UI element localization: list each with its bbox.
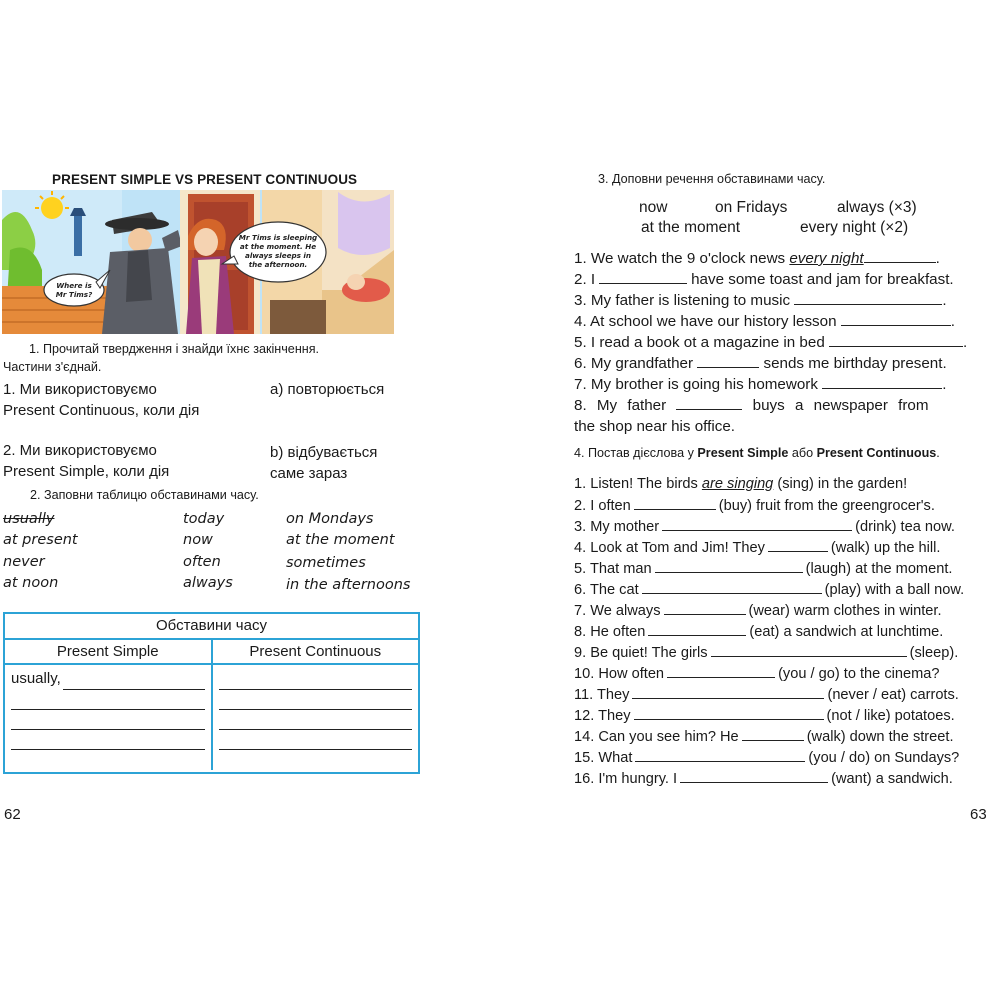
sentence-text: 5. I read a book ot a magazine in bed bbox=[574, 334, 825, 351]
sentence-answer: every night bbox=[789, 250, 864, 267]
ex4-sentence bbox=[574, 516, 994, 537]
sentence-text: 6. My grandfather bbox=[574, 355, 694, 372]
ex4-sentence bbox=[574, 600, 994, 621]
page-number-left: 62 bbox=[4, 806, 21, 823]
sentence-text: (want) a sandwich. bbox=[831, 771, 953, 787]
bank-always: always (×3) bbox=[837, 199, 917, 216]
ex3-instruction: 3. Доповни речення обставинами часу. bbox=[598, 172, 826, 186]
ex3-sentence-7: 7. My brother is going his homework . bbox=[574, 376, 947, 393]
sentence-text: (laugh) at the moment. bbox=[805, 561, 953, 577]
illustration-detective-at-door bbox=[2, 190, 394, 334]
table-line[interactable] bbox=[11, 690, 205, 710]
sentence-text: 1. Listen! The birds bbox=[574, 476, 702, 492]
ex1-instruction bbox=[3, 340, 319, 376]
answer-blank[interactable] bbox=[680, 768, 828, 783]
bank-every-night: every night (×2) bbox=[800, 219, 909, 236]
answer-blank[interactable] bbox=[697, 353, 759, 368]
ex3-sentence-1: 1. We watch the 9 o'clock news every night . bbox=[574, 250, 940, 267]
sentence-text: 4. Look at Tom and Jim! They bbox=[574, 540, 765, 556]
answer-blank[interactable] bbox=[822, 374, 942, 389]
sentence-text: (you / do) on Sundays? bbox=[808, 750, 960, 766]
sentence-text: (you / go) to the cinema? bbox=[778, 666, 940, 682]
sentence-text: 10. How often bbox=[574, 666, 665, 682]
ex3-sentence-5: 5. I read a book ot a magazine in bed . bbox=[574, 334, 968, 351]
sentence-text: 4. At school we have our history lesson bbox=[574, 313, 837, 330]
bank-at-the-moment: at the moment bbox=[641, 219, 741, 236]
ex4-sentence bbox=[574, 663, 994, 684]
instruction-text: . bbox=[936, 446, 940, 460]
sentence-text: (wear) warm clothes in winter. bbox=[748, 603, 942, 619]
ex4-sentence bbox=[574, 474, 994, 495]
ex4-instruction bbox=[574, 446, 940, 460]
answer-blank[interactable] bbox=[711, 642, 907, 657]
table-line[interactable] bbox=[219, 670, 413, 690]
ex1-instruction-line1: 1. Прочитай твердження і знайди їхнє закінчення. bbox=[29, 342, 320, 356]
ex3-sentence-8 bbox=[574, 395, 994, 416]
sentence-answer: are singing bbox=[701, 476, 774, 492]
ex1-item2-line2: Present Simple, коли дія bbox=[3, 463, 170, 480]
word-at-noon: at noon bbox=[3, 575, 59, 591]
answer-blank[interactable] bbox=[667, 663, 775, 678]
sentence-text: (not / like) potatoes. bbox=[826, 708, 955, 724]
bubble-left-line2: Mr Tims? bbox=[55, 290, 93, 299]
bank-on-fridays: on Fridays bbox=[715, 199, 788, 216]
table-line[interactable] bbox=[11, 710, 205, 730]
answer-blank[interactable] bbox=[864, 248, 936, 263]
sentence-text: (walk) down the street. bbox=[806, 729, 954, 745]
ex2-instruction: 2. Заповни таблицю обставинами часу. bbox=[30, 488, 259, 502]
sentence-text: (sleep). bbox=[909, 645, 959, 661]
bank-now: now bbox=[639, 199, 668, 216]
ex1-instruction-line2: Частини з'єднай. bbox=[3, 360, 102, 374]
answer-blank[interactable] bbox=[742, 726, 804, 741]
ex2-word-bank bbox=[3, 509, 423, 597]
answer-blank[interactable] bbox=[794, 290, 942, 305]
sentence-text: have some toast and jam for breakfast. bbox=[691, 271, 954, 288]
sentence-text: 3. My mother bbox=[574, 519, 660, 535]
answer-blank[interactable] bbox=[648, 621, 746, 636]
ex3-sentence-6 bbox=[574, 353, 994, 374]
sentence-text: (buy) fruit from the greengrocer's. bbox=[718, 498, 935, 514]
answer-blank[interactable] bbox=[655, 558, 803, 573]
word-always: always bbox=[183, 575, 233, 591]
answer-blank[interactable] bbox=[642, 579, 822, 594]
sentence-text: 11. They bbox=[574, 687, 630, 703]
instruction-text: 4. Постав дієслова у bbox=[574, 446, 698, 460]
sentence-text: 1. We watch the 9 o'clock news bbox=[574, 250, 790, 267]
word-usually: usually bbox=[3, 511, 55, 527]
ex3-sentence-3: 3. My father is listening to music . bbox=[574, 292, 947, 309]
ex1-item1 bbox=[3, 379, 199, 421]
sentence-text: 2. I often bbox=[574, 498, 631, 514]
ex1-item1-line2: Present Continuous, коли дія bbox=[3, 402, 200, 419]
word-in-the-afternoons: in the afternoons bbox=[286, 577, 411, 593]
ex4-sentence bbox=[574, 537, 994, 558]
answer-blank[interactable] bbox=[635, 747, 805, 762]
sentence-text: 14. Can you see him? He bbox=[574, 729, 739, 745]
ex4-sentence bbox=[574, 705, 994, 726]
instruction-bold: Present Continuous bbox=[816, 446, 937, 460]
ex4-sentence bbox=[574, 768, 994, 789]
sentence-text: 8. My father bbox=[574, 397, 667, 414]
ex3-sentence-2 bbox=[574, 269, 994, 290]
table-header-row bbox=[5, 640, 418, 665]
table-title: Обставини часу bbox=[5, 614, 418, 640]
ex4-sentence bbox=[574, 747, 994, 768]
table-column-simple bbox=[5, 665, 213, 770]
ex1-option-b-line2: саме зараз bbox=[270, 465, 348, 482]
left-page bbox=[0, 0, 430, 1000]
time-expressions-table bbox=[3, 612, 420, 774]
ex1-item1-line1: 1. Ми використовуємо bbox=[3, 381, 157, 398]
word-often: often bbox=[183, 554, 221, 570]
answer-blank[interactable] bbox=[662, 516, 852, 531]
table-column-continuous bbox=[213, 665, 419, 770]
word-at-present: at present bbox=[3, 532, 78, 548]
sentence-text: 6. The cat bbox=[574, 582, 639, 598]
ex1-item2-line1: 2. Ми використовуємо bbox=[3, 442, 157, 459]
sun-icon bbox=[41, 197, 63, 219]
answer-blank[interactable] bbox=[634, 705, 824, 720]
word-today: today bbox=[183, 511, 225, 527]
sentence-text: (drink) tea now. bbox=[855, 519, 955, 535]
sentence-text: 7. My brother is going his homework bbox=[574, 376, 818, 393]
instruction-text: або bbox=[788, 446, 817, 460]
sentence-text: 12. They bbox=[574, 708, 631, 724]
table-col-present-continuous: Present Continuous bbox=[249, 643, 382, 660]
ex4-sentence bbox=[574, 558, 994, 579]
answer-blank[interactable] bbox=[829, 332, 963, 347]
ex4-sentence bbox=[574, 642, 994, 663]
ex4-sentence bbox=[574, 579, 994, 600]
table-line[interactable] bbox=[219, 710, 413, 730]
bubble-right-line3: always sleeps in bbox=[244, 251, 312, 260]
answer-blank[interactable] bbox=[768, 537, 828, 552]
ex1-option-a: a) повторюється bbox=[270, 381, 385, 398]
word-sometimes: sometimes bbox=[286, 555, 366, 571]
table-body bbox=[5, 665, 418, 770]
sentence-text: 15. What bbox=[574, 750, 633, 766]
bubble-right-line1: Mr Tims is sleeping bbox=[238, 233, 318, 242]
answer-blank[interactable] bbox=[599, 269, 687, 284]
ex3-sentence-8-cont: the shop near his office. bbox=[574, 418, 735, 435]
sentence-text: 3. My father is listening to music bbox=[574, 292, 791, 309]
right-page bbox=[568, 0, 1000, 1000]
answer-blank[interactable] bbox=[841, 311, 951, 326]
bubble-left-line1: Where is bbox=[56, 281, 92, 290]
table-col-present-simple: Present Simple bbox=[5, 640, 213, 663]
sentence-text: sends me birthday present. bbox=[763, 355, 947, 372]
word-now: now bbox=[183, 532, 213, 548]
sentence-text: 7. We always bbox=[574, 603, 661, 619]
page-number-right: 63 bbox=[970, 806, 987, 823]
sentence-text: 5. That man bbox=[574, 561, 652, 577]
bubble-right-line4: the afternoon. bbox=[248, 260, 308, 269]
table-line[interactable] bbox=[219, 730, 413, 750]
sentence-text: (eat) a sandwich at lunchtime. bbox=[749, 624, 944, 640]
answer-blank[interactable] bbox=[634, 495, 716, 510]
answer-blank[interactable] bbox=[632, 684, 824, 699]
ex1-option-b-line1: b) відбувається bbox=[270, 444, 378, 461]
table-line[interactable] bbox=[11, 670, 205, 690]
table-blank[interactable] bbox=[63, 670, 205, 690]
sentence-text: (walk) up the hill. bbox=[830, 540, 941, 556]
ex4-sentence bbox=[574, 621, 994, 642]
sentence-text: 16. I'm hungry. I bbox=[574, 771, 678, 787]
sentence-text: (never / eat) carrots. bbox=[827, 687, 959, 703]
ex4-sentence bbox=[574, 684, 994, 705]
table-line[interactable] bbox=[219, 690, 413, 710]
sentence-text: buys a newspaper from bbox=[752, 397, 929, 414]
table-first-entry: usually, bbox=[11, 670, 61, 687]
sentence-text: (play) with a ball now. bbox=[824, 582, 965, 598]
sentence-text: 9. Be quiet! The girls bbox=[574, 645, 708, 661]
sentence-text: 8. He often bbox=[574, 624, 646, 640]
ex1-option-b bbox=[270, 442, 377, 484]
word-never: never bbox=[3, 554, 45, 570]
ex3-sentence-4: 4. At school we have our history lesson . bbox=[574, 313, 956, 330]
answer-blank[interactable] bbox=[676, 395, 742, 410]
instruction-bold: Present Simple bbox=[697, 446, 789, 460]
sentence-text: (sing) in the garden! bbox=[773, 476, 908, 492]
ex4-sentence bbox=[574, 726, 994, 747]
page-title: PRESENT SIMPLE VS PRESENT CONTINUOUS bbox=[52, 172, 358, 187]
answer-blank[interactable] bbox=[664, 600, 746, 615]
ex4-sentence bbox=[574, 495, 994, 516]
word-on-mondays: on Mondays bbox=[286, 511, 374, 527]
word-at-the-moment: at the moment bbox=[286, 532, 395, 548]
bubble-right-line2: at the moment. He bbox=[239, 242, 317, 251]
table-line[interactable] bbox=[11, 730, 205, 750]
sentence-text: 2. I bbox=[574, 271, 596, 288]
ex1-item2 bbox=[3, 440, 169, 482]
